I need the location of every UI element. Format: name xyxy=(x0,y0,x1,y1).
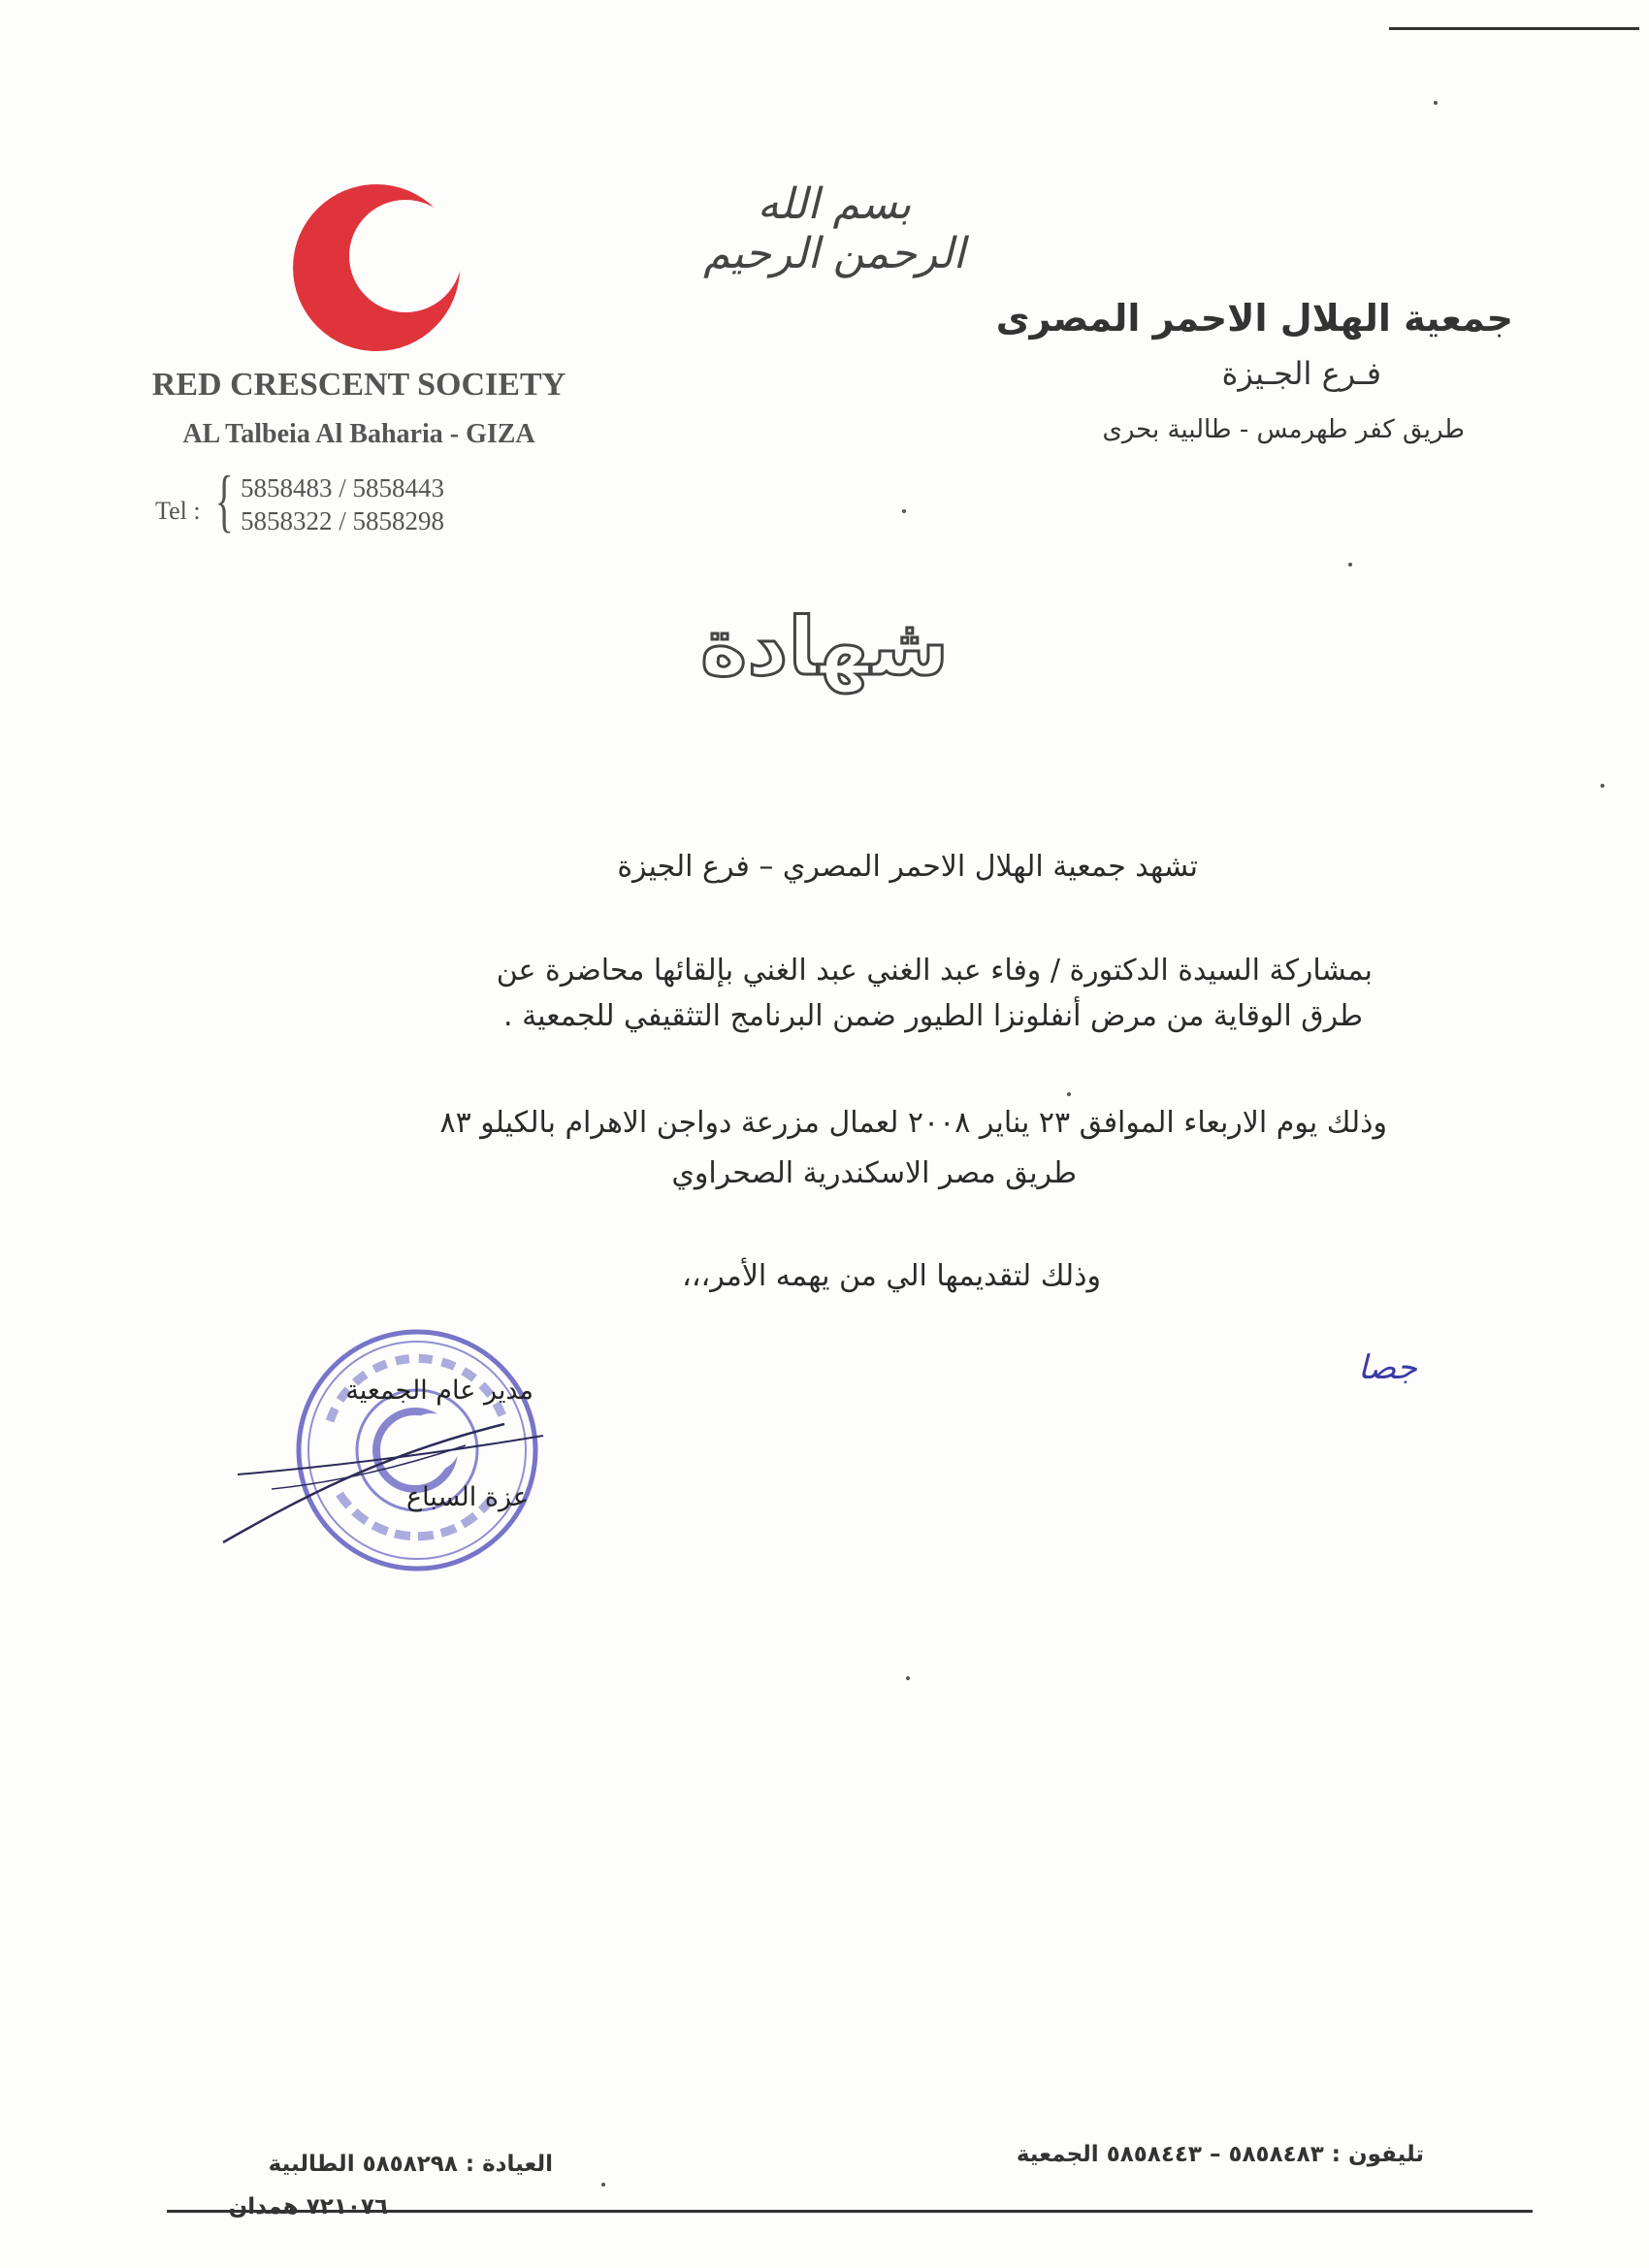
certificate-line: تشهد جمعية الهلال الاحمر المصري – فرع الجيزة xyxy=(617,850,1198,884)
signatory-title: مدير عام الجمعية xyxy=(345,1376,534,1406)
scan-speck xyxy=(1067,1092,1071,1096)
certificate-line: بمشاركة السيدة الدكتورة / وفاء عبد الغني عبد الغني بإلقائها محاضرة عن xyxy=(496,954,1373,988)
handwritten-signature xyxy=(213,1407,563,1552)
scan-speck xyxy=(1348,563,1352,567)
scan-speck xyxy=(1600,784,1604,788)
top-rule xyxy=(1389,27,1639,30)
org-name-arabic: جمعية الهلال الاحمر المصرى xyxy=(995,297,1513,340)
scan-speck xyxy=(1434,101,1438,105)
certificate-title: شهادة xyxy=(699,601,950,694)
signatory-name: عزة السباع xyxy=(405,1482,529,1512)
certificate-line: وذلك يوم الاربعاء الموافق ٢٣ يناير ٢٠٠٨ لعمال مزرعة دواجن الاهرام بالكيلو ٨٣ xyxy=(439,1106,1387,1140)
tel-numbers-line: 5858322 / 5858298 xyxy=(241,506,445,535)
org-address-arabic: طريق كفر طهرمس - طالبية بحرى xyxy=(1102,415,1465,444)
scan-speck xyxy=(902,509,906,513)
tel-numbers-line: 5858483 / 5858443 xyxy=(241,473,445,502)
certificate-line: طريق مصر الاسكندرية الصحراوي xyxy=(671,1156,1077,1190)
org-branch-arabic: فـرع الجـيزة xyxy=(1221,355,1381,392)
org-name-english: RED CRESCENT SOCIETY xyxy=(151,367,566,403)
footer-clinic: العيادة : ٥٨٥٨٢٩٨ الطالبية xyxy=(268,2152,553,2177)
tel-brace: { xyxy=(214,462,234,539)
footer-clinic-secondary: ٧٢١٠٧٦ همدان xyxy=(228,2194,388,2219)
basmala: بسم الله الرحمن الرحيم xyxy=(703,179,965,278)
scan-speck xyxy=(601,2183,605,2187)
certificate-line: طرق الوقاية من مرض أنفلونزا الطيور ضمن البرنامج التثقيفي للجمعية . xyxy=(503,999,1363,1033)
scan-speck xyxy=(906,1676,910,1680)
certificate-line: وذلك لتقديمها الي من يهمه الأمر،،، xyxy=(682,1259,1101,1293)
tel-label: Tel : xyxy=(155,497,201,525)
org-address-english: AL Talbeia Al Baharia - GIZA xyxy=(182,419,535,449)
footer-phone: تليفون : ٥٨٥٨٤٨٣ – ٥٨٥٨٤٤٣ الجمعية xyxy=(1016,2142,1424,2167)
handwritten-note: جصا xyxy=(1358,1348,1417,1387)
red-crescent-logo xyxy=(291,180,466,355)
